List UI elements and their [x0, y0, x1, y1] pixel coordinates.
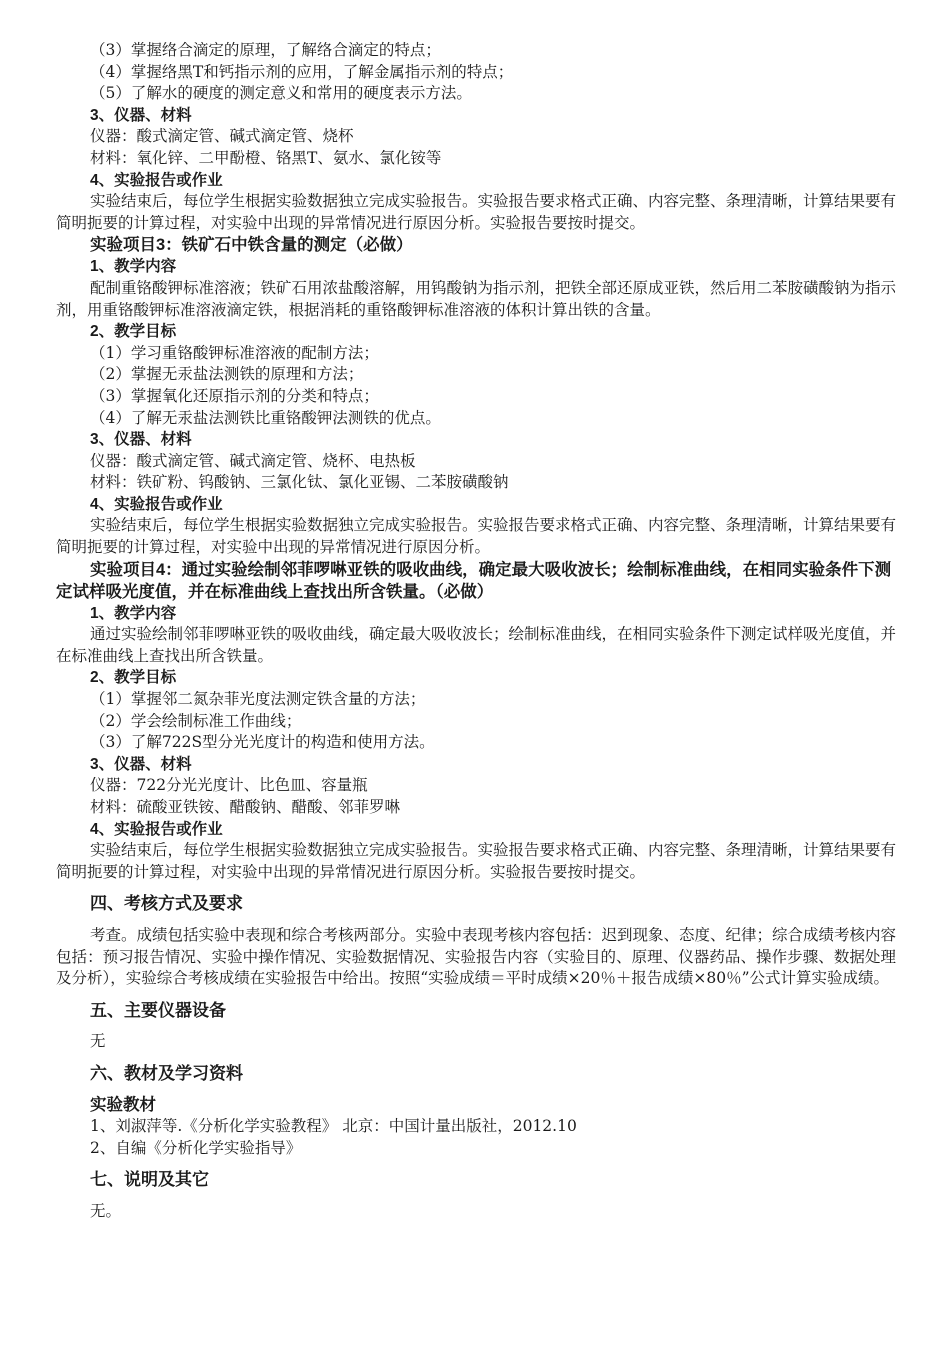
- assessment-paragraph: 考查。成绩包括实验中表现和综合考核两部分。实验中表现考核内容包括：迟到现象、态度、纪律；综合成绩考核内容包括：预习报告情况、实验中操作情况、实验数据情况、实验报告内容（实验目的、原理、仪器药品、操作步骤、数据处理及分析），实验综合考核成绩在实验报告中给出。按照“实验成绩＝平时成绩×20％＋报告成绩×80％”公式计算实验成绩。: [56, 925, 897, 988]
- objective-item: （3）掌握氧化还原指示剂的分类和特点；: [90, 386, 379, 405]
- subheading-report: 4、实验报告或作业: [90, 171, 223, 189]
- subheading-content: 1、教学内容: [90, 604, 177, 622]
- reference-item: 1、刘淑萍等.《分析化学实验教程》 北京：中国计量出版社，2012.10: [90, 1117, 577, 1136]
- subheading-textbook: 实验教材: [90, 1095, 156, 1114]
- objective-item: （4）掌握络黑T和钙指示剂的应用，了解金属指示剂的特点；: [90, 62, 514, 81]
- section-title-notes: 七、说明及其它: [90, 1170, 209, 1190]
- objective-item: （4）了解无汞盐法测铁比重铬酸钾法测铁的优点。: [90, 408, 441, 427]
- section-title-equipment: 五、主要仪器设备: [90, 1000, 226, 1020]
- subheading-report: 4、实验报告或作业: [90, 495, 223, 513]
- materials-text: 材料：氧化锌、二甲酚橙、铬黑T、氨水、氯化铵等: [90, 148, 442, 167]
- objective-item: （3）掌握络合滴定的原理，了解络合滴定的特点；: [90, 41, 441, 59]
- materials-text: 材料：铁矿粉、钨酸钠、三氯化钛、氯化亚锡、二苯胺磺酸钠: [90, 473, 509, 492]
- objective-item: （1）掌握邻二氮杂菲光度法测定铁含量的方法；: [90, 690, 426, 709]
- section-title-materials: 六、教材及学习资料: [90, 1063, 243, 1083]
- report-paragraph: 实验结束后，每位学生根据实验数据独立完成实验报告。实验报告要求格式正确、内容完整、条理清晰，计算结果要有简明扼要的计算过程，对实验中出现的异常情况进行原因分析。实验报告要按时提交。: [56, 841, 897, 881]
- subheading-report: 4、实验报告或作业: [90, 820, 223, 838]
- subheading-instruments: 3、仪器、材料: [90, 755, 192, 773]
- subheading-objectives: 2、教学目标: [90, 669, 177, 687]
- subheading-instruments: 3、仪器、材料: [90, 106, 192, 124]
- report-paragraph: 实验结束后，每位学生根据实验数据独立完成实验报告。实验报告要求格式正确、内容完整、条理清晰，计算结果要有简明扼要的计算过程，对实验中出现的异常情况进行原因分析。: [56, 516, 897, 557]
- content-paragraph: 通过实验绘制邻菲啰啉亚铁的吸收曲线，确定最大吸收波长；绘制标准曲线，在相同实验条件下测定试样吸光度值，并在标准曲线上查找出所含铁量。: [56, 625, 897, 665]
- equipment-text: 无: [90, 1032, 106, 1051]
- project-title: 实验项目3：铁矿石中铁含量的测定（必做）: [90, 236, 413, 255]
- instruments-text: 仪器：酸式滴定管、碱式滴定管、烧杯: [90, 127, 354, 146]
- content-paragraph: 配制重铬酸钾标准溶液；铁矿石用浓盐酸溶解，用钨酸钠为指示剂，把铁全部还原成亚铁，然后用二苯胺磺酸钠为指示剂，用重铬酸钾标准溶液滴定铁，根据消耗的重铬酸钾标准溶液的体积计算出铁的含量。: [56, 278, 897, 319]
- instruments-text: 仪器：722分光光度计、比色皿、容量瓶: [90, 776, 368, 795]
- objective-item: （2）掌握无汞盐法测铁的原理和方法；: [90, 365, 364, 384]
- reference-item: 2、自编《分析化学实验指导》: [90, 1138, 302, 1157]
- section-title-assessment: 四、考核方式及要求: [90, 894, 243, 914]
- objective-item: （3）了解722S型分光光度计的构造和使用方法。: [90, 733, 435, 752]
- instruments-text: 仪器：酸式滴定管、碱式滴定管、烧杯、电热板: [90, 451, 416, 470]
- objective-item: （1）学习重铬酸钾标准溶液的配制方法；: [90, 343, 379, 362]
- objective-item: （5）了解水的硬度的测定意义和常用的硬度表示方法。: [90, 84, 472, 103]
- objective-item: （2）学会绘制标准工作曲线；: [90, 711, 302, 730]
- report-paragraph: 实验结束后，每位学生根据实验数据独立完成实验报告。实验报告要求格式正确、内容完整、条理清晰，计算结果要有简明扼要的计算过程，对实验中出现的异常情况进行原因分析。实验报告要按时提交。: [56, 192, 897, 232]
- subheading-objectives: 2、教学目标: [90, 323, 177, 341]
- project-title: 实验项目4：通过实验绘制邻菲啰啉亚铁的吸收曲线，确定最大吸收波长；绘制标准曲线，在相同实验条件下测定试样吸光度值，并在标准曲线上查找出所含铁量。（必做）: [56, 560, 892, 601]
- subheading-content: 1、教学内容: [90, 258, 177, 276]
- subheading-instruments: 3、仪器、材料: [90, 431, 192, 449]
- document-page: [56, 40, 896, 1223]
- materials-text: 材料：硫酸亚铁铵、醋酸钠、醋酸、邻菲罗啉: [90, 798, 401, 816]
- notes-text: 无。: [90, 1201, 122, 1220]
